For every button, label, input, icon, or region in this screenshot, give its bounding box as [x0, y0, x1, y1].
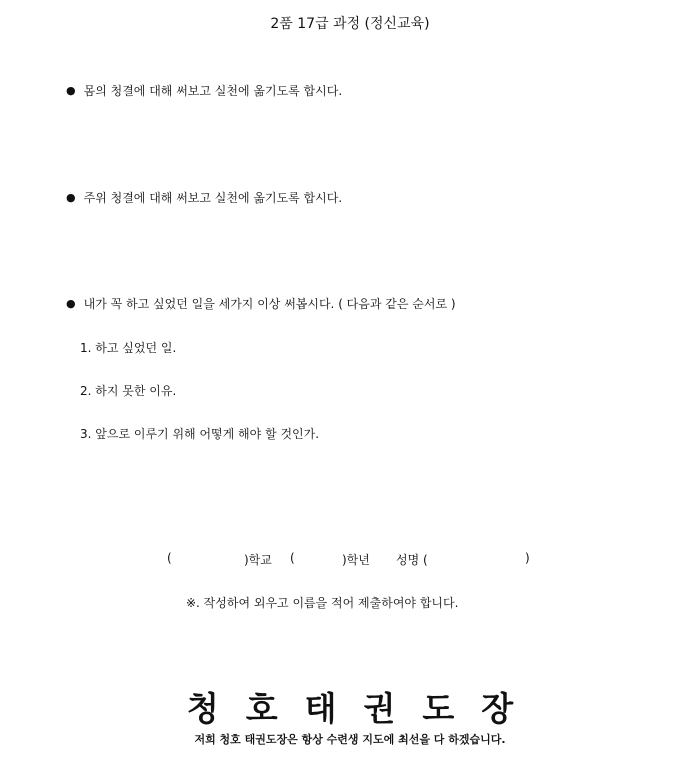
- question-2-text: 주위 청결에 대해 써보고 실천에 옮기도록 합시다.: [83, 191, 343, 205]
- bullet-icon: ●: [66, 191, 76, 204]
- grade-open-paren: (: [290, 551, 295, 565]
- grade-label: )학년: [342, 553, 370, 567]
- sub-item-2: 2. 하지 못한 이유.: [80, 384, 177, 398]
- question-1: [66, 82, 342, 99]
- submission-note: ※. 작성하여 외우고 이름을 적어 제출하여야 합니다.: [186, 596, 459, 610]
- school-label: )학교: [244, 553, 272, 567]
- question-3: [66, 295, 456, 312]
- bullet-icon: ●: [66, 84, 76, 97]
- sub-item-1: 1. 하고 싶었던 일.: [80, 341, 177, 355]
- dojang-motto: 저희 청호 태권도장은 항상 수련생 지도에 최선을 다 하겠습니다.: [194, 733, 506, 746]
- question-2: [66, 189, 342, 206]
- dojang-name: 청호태권도장: [186, 689, 541, 728]
- question-3-text: 내가 꼭 하고 싶었던 일을 세가지 이상 써봅시다. ( 다음과 같은 순서로 ): [83, 297, 456, 311]
- sub-item-3: 3. 앞으로 이루기 위해 어떻게 해야 할 것인가.: [80, 427, 320, 441]
- bullet-icon: ●: [66, 297, 76, 310]
- school-open-paren: (: [167, 551, 172, 565]
- question-1-text: 몸의 청결에 대해 써보고 실천에 옮기도록 합시다.: [83, 84, 343, 98]
- name-close-paren: ): [525, 551, 530, 565]
- name-label: 성명 (: [396, 553, 428, 567]
- page-title: 2품 17급 과정 (정신교육): [270, 16, 430, 32]
